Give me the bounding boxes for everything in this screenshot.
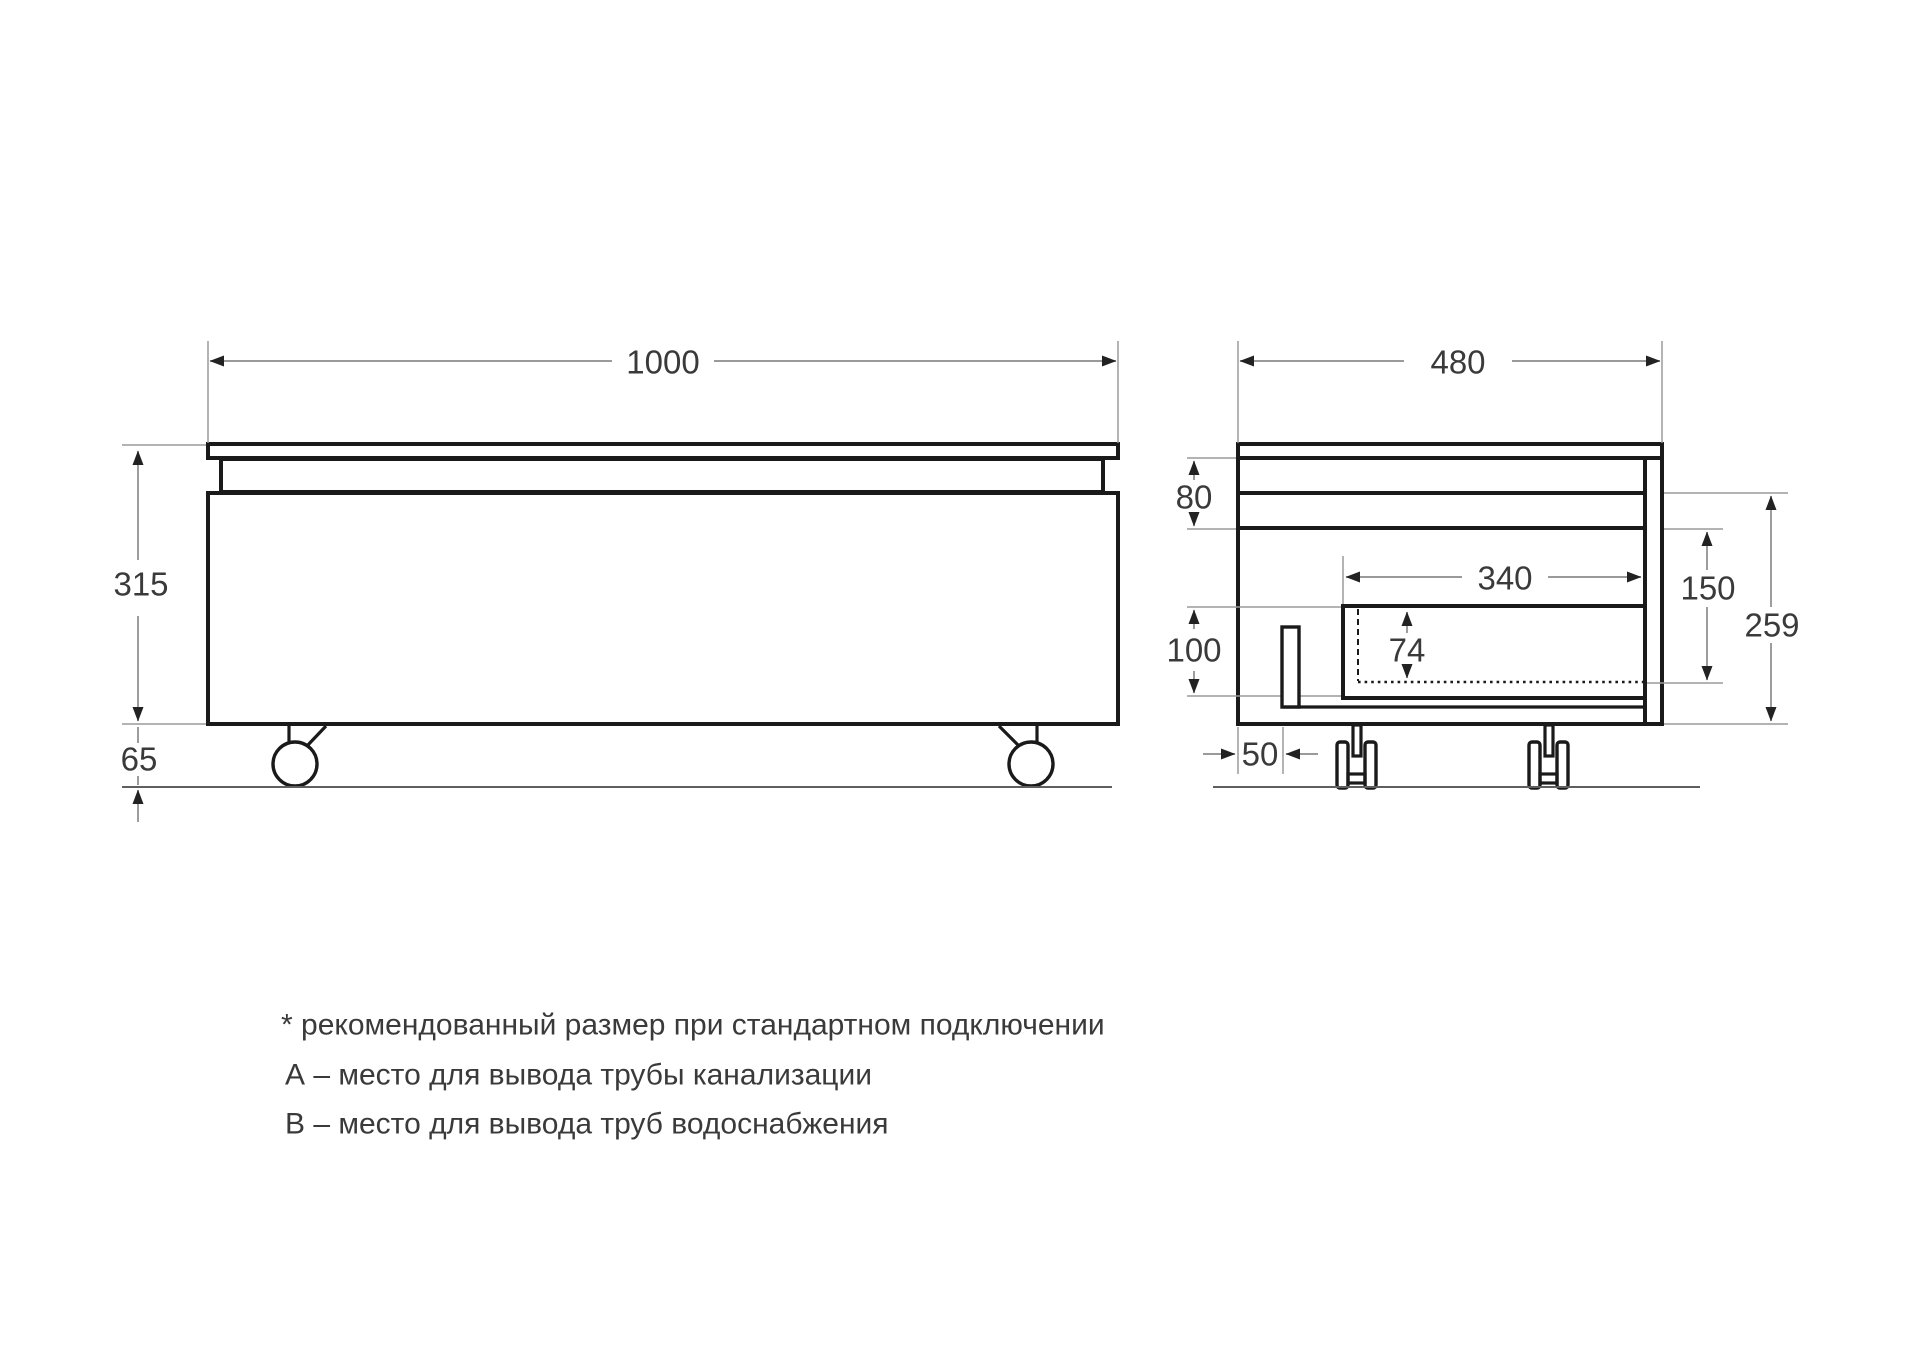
dim-label-pipe-zone-height: 74 (1388, 631, 1426, 669)
dim-interior-height (1664, 493, 1800, 724)
note-b-water-supply-outlet: В – место для вывода труб водоснабжения (285, 1107, 889, 1141)
note-recommended-size: * рекомендованный размер при стандартном подключении (281, 1008, 1105, 1042)
dim-label-top-drawer-height: 80 (1175, 478, 1213, 516)
front-left-caster (273, 726, 326, 786)
side-left-caster (1337, 725, 1376, 788)
dim-label-drawer-zone-height: 150 (1680, 569, 1736, 607)
dim-label-front-height: 315 (113, 565, 169, 603)
dim-opening-width (1343, 556, 1641, 604)
front-carcass (208, 493, 1118, 724)
dim-opening-height (1166, 610, 1221, 693)
front-view (122, 444, 1118, 787)
dim-top-drawer-height (1176, 458, 1236, 529)
dim-label-back-clearance: 50 (1241, 735, 1279, 773)
side-countertop (1238, 444, 1662, 458)
dim-label-opening-width: 340 (1477, 559, 1533, 597)
note-a-sewage-outlet: А – место для вывода трубы канализации (285, 1058, 872, 1092)
dim-back-clearance (1203, 727, 1318, 774)
dim-label-front-width: 1000 (626, 343, 700, 381)
dim-side-depth (1238, 341, 1662, 443)
dim-front-height (113, 445, 206, 724)
dim-label-opening-height: 100 (1166, 631, 1222, 669)
side-back-bracket (1282, 627, 1299, 707)
front-right-caster (999, 726, 1053, 786)
front-left-wheel (273, 742, 317, 786)
dim-front-caster-height (121, 727, 158, 822)
dim-front-width (208, 341, 1118, 443)
side-right-caster (1529, 725, 1568, 788)
front-top-drawer (221, 459, 1103, 492)
dim-pipe-zone-height (1389, 612, 1426, 678)
front-countertop (208, 444, 1118, 458)
dim-label-interior-height: 259 (1744, 606, 1800, 644)
dim-label-front-caster-height: 65 (120, 740, 158, 778)
dim-label-side-depth: 480 (1430, 343, 1486, 381)
front-right-wheel (1009, 742, 1053, 786)
side-carcass (1238, 458, 1662, 724)
notes-block (281, 1009, 1105, 1141)
